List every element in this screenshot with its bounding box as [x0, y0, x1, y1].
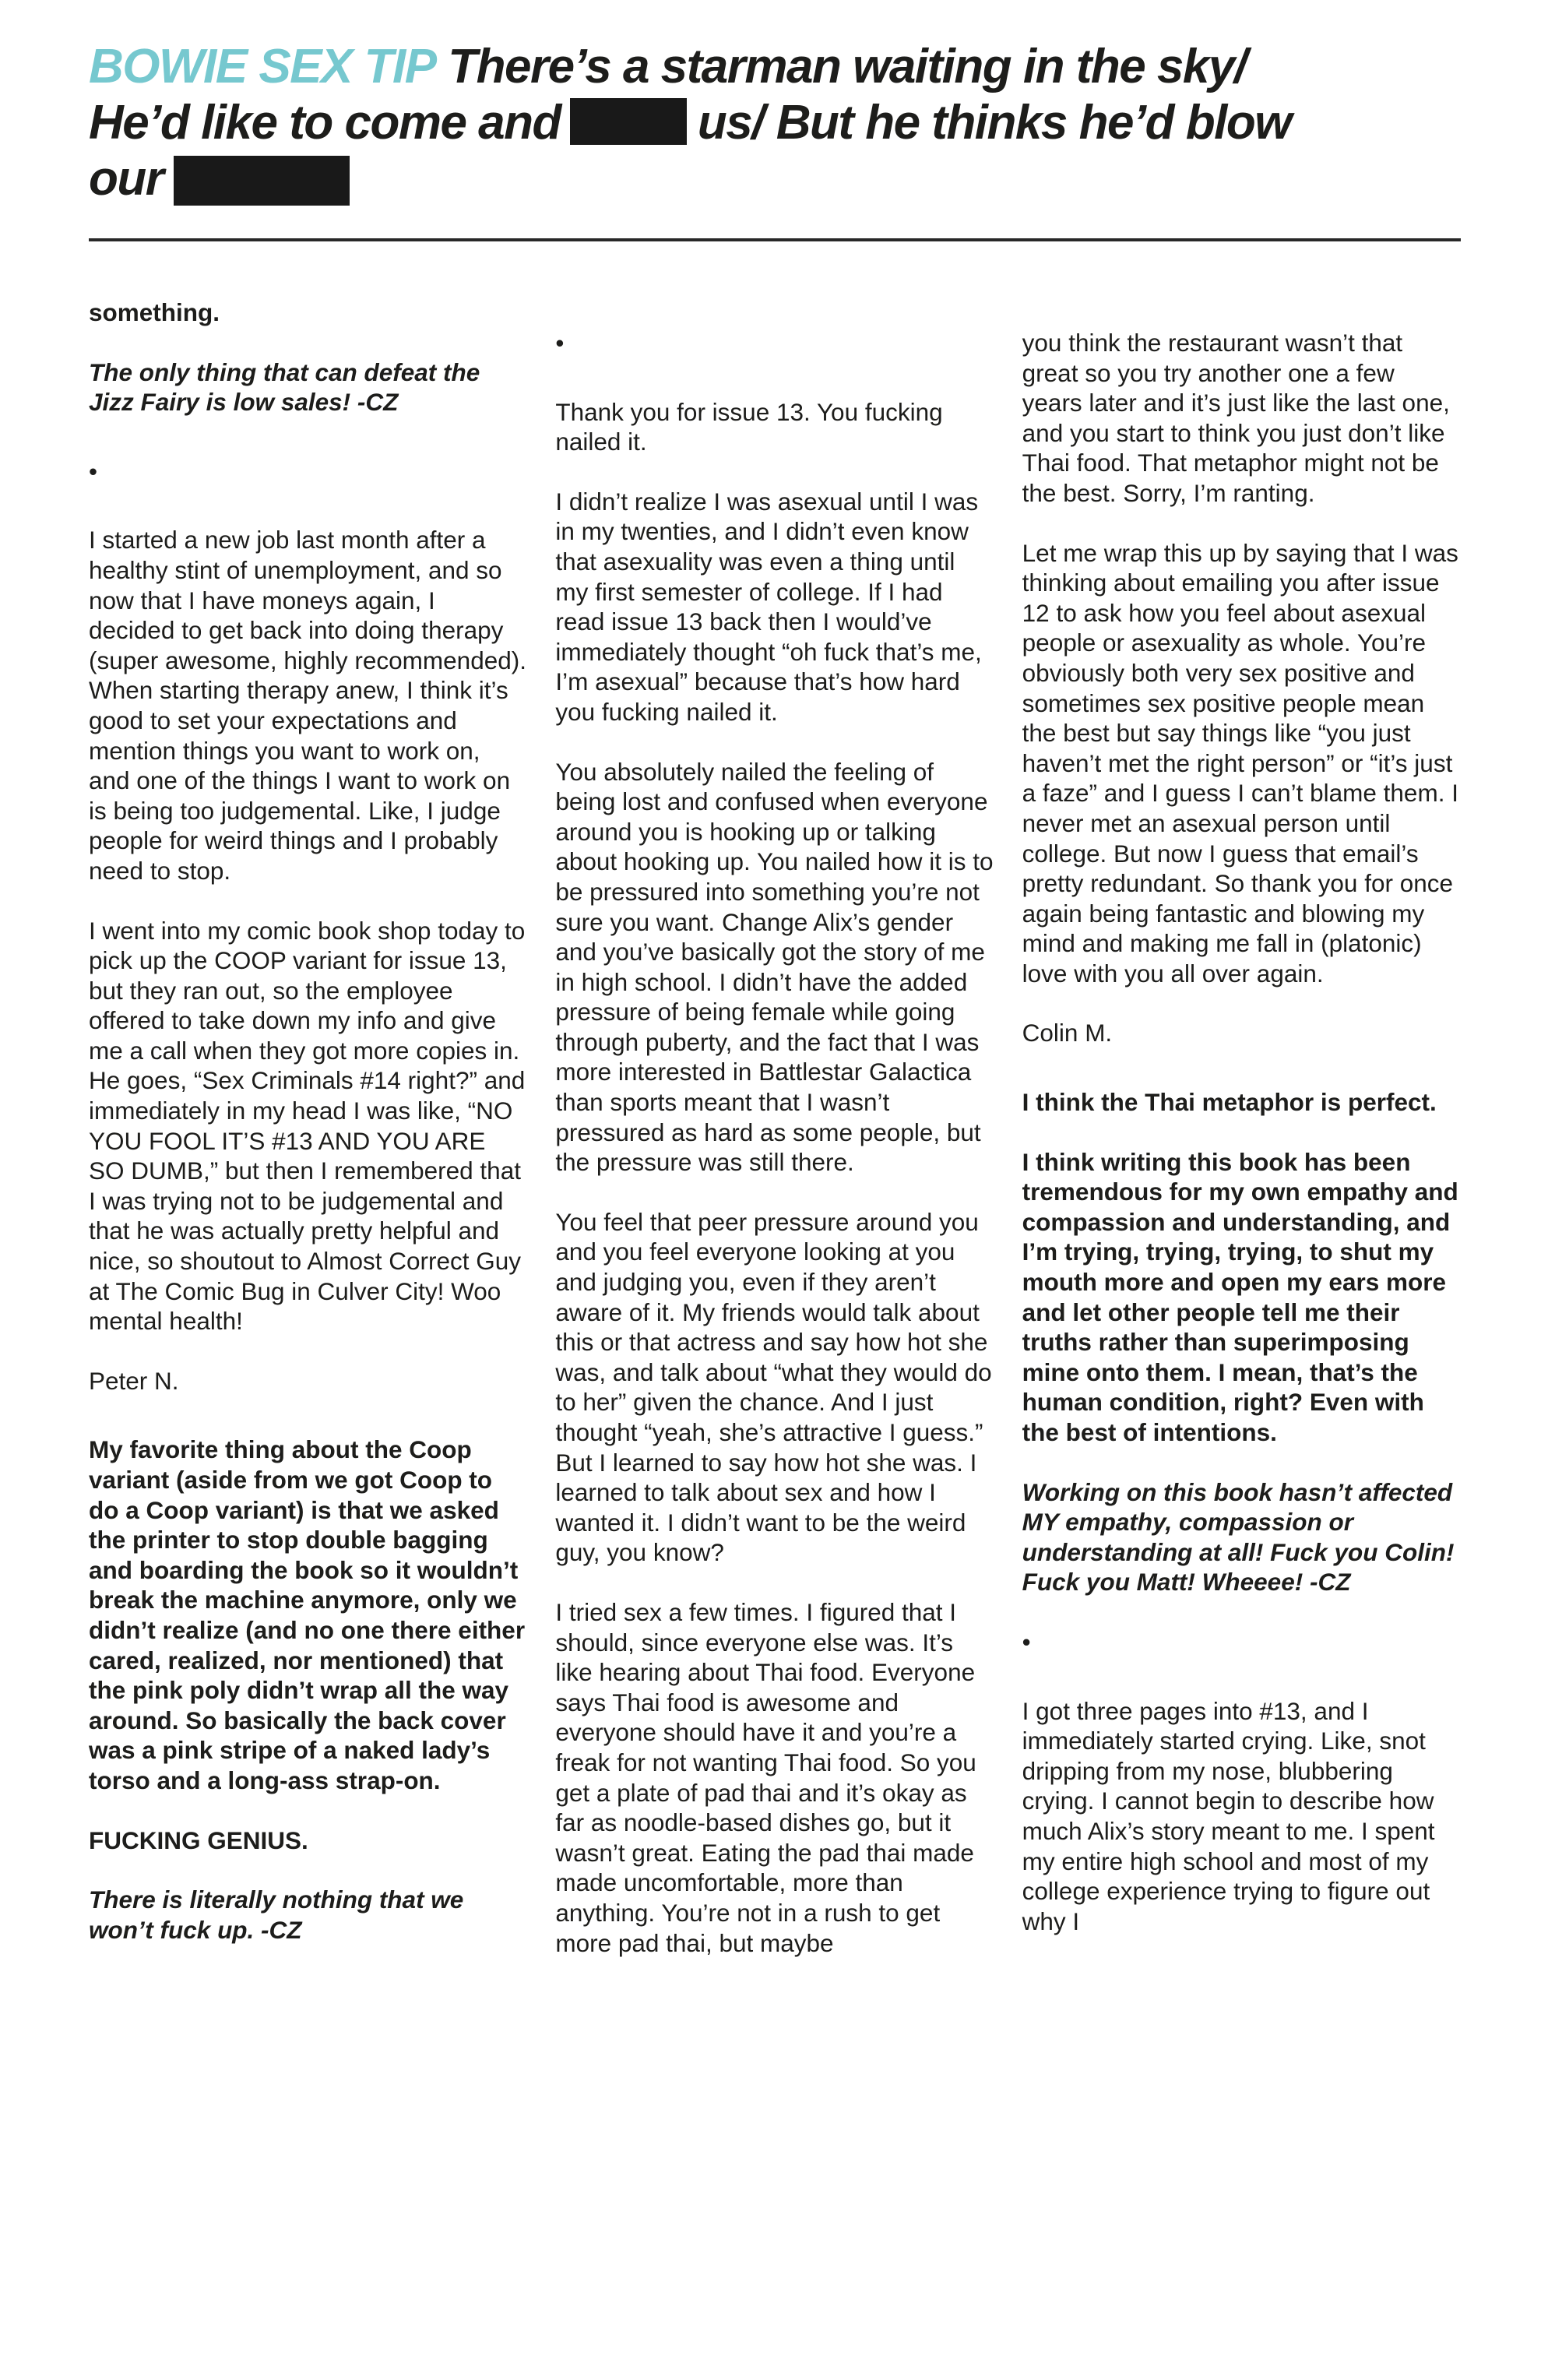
masthead-line-1: [89, 39, 1461, 95]
letter-paragraph: My favorite thing about the Coop variant (aside from we got Coop to do a Coop variant) is that we asked the printer to stop double bagging and boarding the book so it wouldn’t break the machine anymore, only we didn’t realize (and no one there either cared, realized, nor mentioned) that the pink poly didn’t wrap all the way around. So basically the back cover was a pink stripe of a naked lady’s torso and a long-ass strap-on.: [89, 1435, 526, 1794]
masthead-tag: BOWIE SEX TIP: [89, 40, 436, 93]
column-3: [1022, 298, 1461, 1987]
letter-paragraph: Peter N.: [89, 1366, 179, 1395]
column-2: [555, 298, 994, 1987]
letter-paragraph: I tried sex a few times. I figured that I should, since everyone else was. It’s like hearing about Thai food. Everyone says Thai food is awesome and everyone should have it and you’re a freak for not wanting Thai food. So you get a plate of pad thai and it’s okay as far as noodle-based dishes go, but it wasn’t great. Eating the pad thai made made uncomfortable, more than anything. You’re not in a rush to get more pad thai, but maybe: [555, 1597, 976, 1957]
letter-paragraph: I didn’t realize I was asexual until I was in my twenties, and I didn’t even know that asexuality was even a thing until my first semester of college. If I had read issue 13 back then I would’ve immediately thought “oh fuck that’s me, I’m asexual” because that’s how hard you fucking nailed it.: [555, 487, 982, 726]
letter-paragraph: Working on this book hasn’t affected MY empathy, compassion or understanding at all! Fuck you Colin! Fuck you Matt! Wheeee! -CZ: [1022, 1477, 1455, 1597]
letter-paragraph: I went into my comic book shop today to pick up the COOP variant for issue 13, but they ran out, so the employee offered to take down my info and give me a call when they got more copies in. He goes, “Sex Criminals #14 right?” and immediately in my head I was like, “NO YOU FOOL IT’S #13 AND YOU ARE SO DUMB,” but then I remembered that I was trying not to be judgemental and that he was actually pretty helpful and nice, so shoutout to Almost Correct Guy at The Comic Bug in Culver City! Woo mental health!: [89, 916, 526, 1336]
column-1: [89, 298, 527, 1987]
masthead-lyric-line-3a: our: [89, 152, 164, 206]
letter-paragraph: I started a new job last month after a healthy stint of unemployment, and so now that I have moneys again, I decided to get back into doing therapy (super awesome, highly recommended). When starting therapy anew, I think it’s good to set your expectations and mention things you want to work on, and one of the things I want to work on is being too judgemental. Like, I judge people for weird things and I probably need to stop.: [89, 526, 527, 885]
header-divider-rule: [89, 238, 1461, 241]
letter-paragraph: There is literally nothing that we won’t fuck up. -CZ: [89, 1885, 464, 1944]
letter-paragraph: I got three pages into #13, and I immediately started crying. Like, snot dripping from my nose, blubbering crying. I cannot begin to describe how much Alix’s story meant to me. I spent my entire high school and most of my college experience trying to figure out why I: [1022, 1696, 1435, 1935]
masthead-lyric-line-1: There’s a starman waiting in the sky/: [448, 40, 1247, 93]
masthead-line-2: [89, 95, 1461, 151]
letter-paragraph: I think writing this book has been tremendous for my own empathy and compassion and understanding, and I’m trying, trying, trying, to shut my mouth more and open my ears more and let other people tell me their truths rather than superimposing mine onto them. I mean, that’s the human condition, right? Even with the best of intentions.: [1022, 1147, 1458, 1446]
letters-columns: [89, 298, 1461, 1987]
masthead-lyric-line-2b: us/ But he thinks he’d blow: [697, 96, 1291, 150]
letter-paragraph: I think the Thai metaphor is perfect.: [1022, 1088, 1437, 1117]
letter-paragraph: Let me wrap this up by saying that I was thinking about emailing you after issue 12 to ask how you feel about asexual people or asexuality as whole. You’re obviously both very sex positive and sometimes sex positive people mean the best but say things like “you just haven’t met the right person” or “it’s just a faze” and I guess I can’t blame them. I never met an asexual person until college. But now I guess that email’s pretty redundant. So thank you for once again being fantastic and blowing my mind and making me fall in (platonic) love with you all over again.: [1022, 538, 1458, 988]
letter-paragraph: You absolutely nailed the feeling of being lost and confused when everyone around you is hooking up or talking about hooking up. You nailed how it is to be pressured into something you’re not sure you want. Change Alix’s gender and you’ve basically got the story of me in high school. I didn’t have the added pressure of being female while going through puberty, and the fact that I was more interested in Battlestar Galactica than sports meant that I wasn’t pressured as hard as some people, but the pressure was still there.: [555, 757, 994, 1177]
bullet-separator: •: [555, 329, 565, 357]
letter-paragraph: Thank you for issue 13. You fucking nailed it.: [555, 397, 943, 456]
letter-paragraph: You feel that peer pressure around you and you feel everyone looking at you and judging you, even if they aren’t aware of it. My friends would talk about this or that actress and say how hot she was, and talk about “what they would do to her” given the chance. And I just thought “yeah, she’s attractive I guess.” But I learned to say how hot she was. I learned to talk about sex and how I wanted it. I didn’t want to be the weird guy, you know?: [555, 1207, 992, 1567]
censor-bar-1: [570, 98, 687, 145]
masthead-line-3: [89, 151, 1461, 207]
letter-paragraph: you think the restaurant wasn’t that great so you try another one a few years later and it’s just like the last one, and you start to think you just don’t like Thai food. That metaphor might not be the best. Sorry, I’m ranting.: [1022, 329, 1450, 507]
censor-bar-2: [174, 156, 350, 206]
bullet-separator: •: [1022, 1627, 1031, 1656]
masthead: [89, 39, 1461, 207]
letter-paragraph: Colin M.: [1022, 1019, 1113, 1047]
bullet-separator: •: [89, 456, 98, 485]
masthead-lyric-line-2a: He’d like to come and: [89, 96, 561, 150]
letter-paragraph: FUCKING GENIUS.: [89, 1825, 308, 1854]
letter-paragraph: The only thing that can defeat the Jizz Fairy is low sales! -CZ: [89, 357, 480, 417]
letter-paragraph: something.: [89, 298, 220, 326]
